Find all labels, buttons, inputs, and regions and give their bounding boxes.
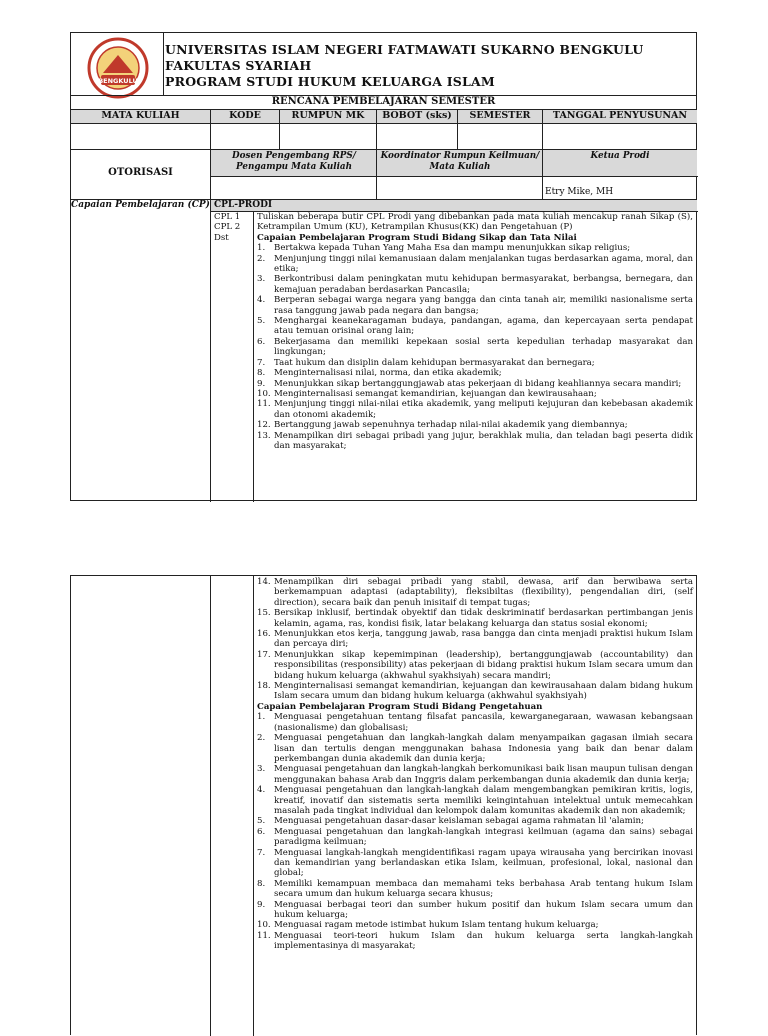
cpl-code: Dst <box>214 232 229 243</box>
col-rumpun-mk: RUMPUN MK <box>291 110 365 121</box>
list-item <box>257 368 693 378</box>
item-text: Menguasai pengetahuan tentang filsafat pancasila, kewarganegaraan, wawasan kebangsaan (nasionalisme) dan globalisasi; <box>274 712 693 733</box>
item-text: Menguasai pengetahuan dan langkah-langkah dalam menyampaikan gagasan ilmiah secara lisan dan tertulis dengan menggunakan bahasa Indonesia yang baik dan benar dalam perkembangan dunia akademik dan dunia kerja; <box>274 733 693 764</box>
item-number: 8. <box>257 368 266 379</box>
logo-text: BENGKULU <box>98 77 138 85</box>
otorisasi-label: OTORISASI <box>108 167 173 178</box>
list-item <box>257 389 693 399</box>
cpl-codes <box>214 212 240 243</box>
item-text: Menguasai pengetahuan dasar-dasar keislaman sebagai agama rahmatan lil 'alamin; <box>274 816 644 827</box>
pengetahuan-title: Capaian Pembelajaran Program Studi Bidang Pengetahuan <box>257 701 543 712</box>
item-text: Memiliki kemampuan membaca dan memahami teks berbahasa Arab tentang hukum Islam secara umum dan hukum keluarga secara khusus; <box>274 878 693 900</box>
list-item <box>257 931 693 952</box>
item-number: 4. <box>257 785 266 796</box>
item-number: 9. <box>257 378 266 389</box>
faculty-name: FAKULTAS SYARIAH <box>165 58 312 73</box>
list-item <box>257 764 693 785</box>
koordinator-label: Koordinator Rumpun Keilmuan/ Mata Kuliah <box>380 151 540 172</box>
item-number: 16. <box>257 629 271 640</box>
item-number: 2. <box>257 733 266 744</box>
list-item <box>257 816 693 826</box>
item-number: 5. <box>257 816 266 827</box>
item-text: Menguasai langkah-langkah mengidentifikasi ragam upaya wirausaha yang bercirikan inovasi dan kemandirian yang berlandaskan etika Islam, keilmuan, profesional, lokal, nasional dan global; <box>274 847 693 879</box>
col-tanggal: TANGGAL PENYUSUNAN <box>552 110 688 121</box>
item-number: 7. <box>257 357 266 368</box>
col-mata-kuliah: MATA KULIAH <box>101 110 180 121</box>
item-text: Menginternalisasi nilai, norma, dan etika akademik; <box>274 368 502 379</box>
item-text: Menjunjung tinggi nilai-nilai etika akademik, yang meliputi kejujuran dan kebebasan akademik dan otonomi akademik; <box>274 399 693 420</box>
item-text: Menginternalisasi semangat kemandirian, kejuangan dan kewirausahaan; <box>274 388 597 399</box>
list-item <box>257 337 693 358</box>
sikap-list-continued <box>257 577 693 702</box>
item-number: 10. <box>257 920 271 931</box>
list-item <box>257 358 693 368</box>
item-text: Berkontribusi dalam peningkatan mutu kehidupan bermasyarakat, berbangsa, bernegara, dan kemajuan peradaban berdasarkan Pancasila; <box>274 274 693 295</box>
item-number: 11. <box>257 399 271 410</box>
col-kode: KODE <box>229 110 261 121</box>
item-number: 12. <box>257 420 271 431</box>
list-item <box>257 577 693 608</box>
dosen-pengembang-label: Dosen Pengembang RPS/ Pengampu Mata Kuliah <box>232 151 356 172</box>
list-item <box>257 431 693 452</box>
list-item <box>257 920 693 930</box>
list-item <box>257 650 693 681</box>
cpl-code: CPL 2 <box>214 222 241 233</box>
item-number: 15. <box>257 608 271 619</box>
list-item <box>257 879 693 900</box>
item-number: 4. <box>257 295 266 306</box>
item-text: Menjunjung tinggi nilai kemanusiaan dalam menjalankan tugas berdasarkan agama, moral, dan etika; <box>274 253 693 275</box>
list-item <box>257 420 693 430</box>
item-number: 6. <box>257 336 266 347</box>
item-number: 7. <box>257 847 266 858</box>
item-text: Taat hukum dan disiplin dalam kehidupan bermasyarakat dan bernegara; <box>274 357 595 368</box>
university-name: UNIVERSITAS ISLAM NEGERI FATMAWATI SUKARNO BENGKULU <box>165 42 644 57</box>
item-text: Bertanggung jawab sepenuhnya terhadap nilai-nilai akademik yang diembannya; <box>274 420 628 431</box>
cpl-prodi-label: CPL-PRODI <box>214 200 273 210</box>
item-number: 13. <box>257 430 271 441</box>
list-item <box>257 785 693 816</box>
item-text: Menguasai ragam metode istimbat hukum Islam tentang hukum keluarga; <box>274 920 599 931</box>
rps-page-1 <box>70 32 697 501</box>
list-item <box>257 254 693 275</box>
item-number: 3. <box>257 764 266 775</box>
list-item <box>257 379 693 389</box>
ketua-prodi-name: Etry Mike, MH <box>545 187 614 197</box>
cpl-content-1 <box>257 212 693 451</box>
item-text: Menunjukkan etos kerja, tanggung jawab, rasa bangga dan cinta menjadi praktisi hukum Islam dan percaya diri; <box>274 629 693 650</box>
cpl-content-2 <box>257 577 693 952</box>
item-number: 3. <box>257 274 266 285</box>
list-item <box>257 399 693 420</box>
item-text: Menampilkan diri sebagai pribadi yang stabil, dewasa, arif dan berwibawa serta berkemampuan adaptasi (adaptability), fleksibiltas (flexibility), pengendalian diri, (self direction), secara baik dan penuh inisitaif di tempat tugas; <box>274 577 693 608</box>
item-number: 8. <box>257 878 266 889</box>
sikap-list <box>257 243 693 451</box>
list-item <box>257 274 693 295</box>
item-text: Berperan sebagai warga negara yang bangga dan cinta tanah air, memiliki nasionalisme serta rasa tanggung jawab pada negara dan bangsa; <box>274 295 693 316</box>
mata-kuliah-value <box>71 124 210 149</box>
item-text: Menguasai pengetahuan dan langkah-langkah dalam mengembangkan pemikiran kritis, logis, kreatif, inovatif dan sistematis serta memiliki keingintahuan intelektual untuk memecahkan masalah pada tingkat individual dan kelompok dalam komunitas akademik dan non akademik; <box>274 785 693 816</box>
list-item <box>257 733 693 764</box>
cp-label: Capaian Pembelajaran (CP) <box>71 200 210 210</box>
item-number: 9. <box>257 899 266 910</box>
list-item <box>257 712 693 733</box>
item-text: Menginternalisasi semangat kemandirian, kejuangan dan kewirausahaan dalam bidang hukum Islam secara umum dan bidang hukum keluarga (akhwahul syakhsiyah) <box>274 681 693 702</box>
item-text: Menghargai keanekaragaman budaya, pandangan, agama, dan kepercayaan serta pendapat atau temuan orisinal orang lain; <box>274 316 693 337</box>
university-logo <box>81 37 155 103</box>
sikap-title: Capaian Pembelajaran Program Studi Bidang Sikap dan Tata Nilai <box>257 232 577 243</box>
list-item <box>257 629 693 650</box>
item-number: 17. <box>257 649 271 660</box>
item-text: Menunjukkan sikap kepemimpinan (leadership), bertanggungjawab (accountability) dan responsibilitas (responsibility) atas pekerjaan di bidang praktisi hukum Islam secara umum dan bidang hukum keluarga (akhwahul syakhsiyah) secara mandiri; <box>274 649 693 681</box>
item-number: 11. <box>257 930 271 941</box>
list-item <box>257 316 693 337</box>
rps-page-2 <box>70 575 697 1035</box>
rps-title: RENCANA PEMBELAJARAN SEMESTER <box>271 96 496 107</box>
item-text: Menguasai berbagai teori dan sumber hukum positif dan hukum Islam secara umum dan hukum keluarga; <box>274 899 693 920</box>
list-item <box>257 243 693 253</box>
list-item <box>257 608 693 629</box>
item-number: 1. <box>257 712 266 723</box>
item-text: Menampilkan diri sebagai pribadi yang jujur, berakhlak mulia, dan teladan bagi peserta didik dan masyarakat; <box>274 430 693 451</box>
item-text: Bertakwa kepada Tuhan Yang Maha Esa dan mampu menunjukkan sikap religius; <box>274 243 631 254</box>
item-number: 5. <box>257 316 266 327</box>
item-text: Menunjukkan sikap bertanggungjawab atas pekerjaan di bidang keahliannya secara mandiri; <box>274 378 682 389</box>
cpl-code: CPL 1 <box>214 212 241 222</box>
item-number: 10. <box>257 388 271 399</box>
item-number: 14. <box>257 577 271 587</box>
item-text: Menguasai pengetahuan dan langkah-langkah integrasi keilmuan (agama dan sains) sebagai paradigma keilmuan; <box>274 826 693 848</box>
col-semester: SEMESTER <box>469 110 531 121</box>
col-bobot: BOBOT (sks) <box>382 110 452 121</box>
item-number: 2. <box>257 253 266 264</box>
item-number: 1. <box>257 243 266 254</box>
list-item <box>257 295 693 316</box>
item-text: Menguasai teori-teori hukum Islam dan hukum keluarga serta langkah-langkah implementasinya di masyarakat; <box>274 930 693 952</box>
pengetahuan-list <box>257 712 693 951</box>
item-text: Bersikap inklusif, bertindak obyektif dan tidak deskriminatif berdasarkan pertimbangan jenis kelamin, agama, ras, kondisi fisik, latar belakang keluarga dan status sosial ekonomi; <box>274 608 693 629</box>
program-name: PROGRAM STUDI HUKUM KELUARGA ISLAM <box>165 74 495 89</box>
list-item <box>257 900 693 921</box>
item-number: 6. <box>257 826 266 837</box>
list-item <box>257 681 693 702</box>
item-number: 18. <box>257 681 271 692</box>
list-item <box>257 827 693 848</box>
item-text: Bekerjasama dan memiliki kepekaan sosial serta kepedulian terhadap masyarakat dan lingkungan; <box>274 336 693 358</box>
list-item <box>257 848 693 879</box>
item-text: Menguasai pengetahuan dan langkah-langkah berkomunikasi baik lisan maupun tulisan dengan menggunakan bahasa Arab dan Inggris dalam perkembangan dunia akademik dan dunia kerja; <box>274 764 693 785</box>
cpl-intro: Tuliskan beberapa butir CPL Prodi yang dibebankan pada mata kuliah mencakup ranah Sikap (S), Ketrampilan Umum (KU), Ketrampilan Khusus(KK) dan Pengetahuan (P) <box>257 212 693 233</box>
ketua-prodi-label: Ketua Prodi <box>590 151 650 161</box>
